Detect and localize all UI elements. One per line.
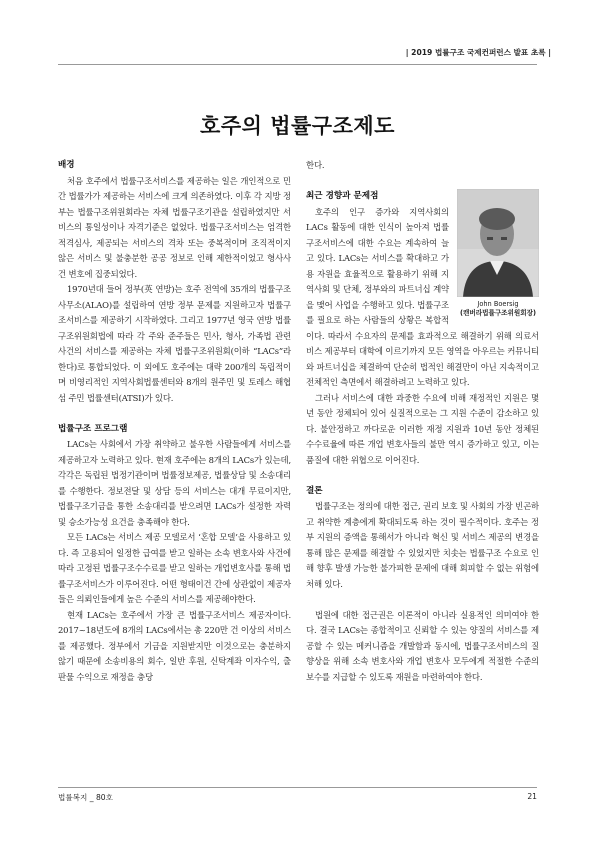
header-rule xyxy=(58,64,537,65)
footer-publication: 법률복지 _ 80호 xyxy=(58,793,113,802)
author-photo-block xyxy=(457,189,539,318)
right-column xyxy=(306,158,539,685)
section-heading-program: 법률구조 프로그램 xyxy=(58,423,128,434)
spacer xyxy=(306,174,539,190)
page-number: 21 xyxy=(527,792,537,801)
left-column xyxy=(58,158,291,685)
paragraph: 법원에 대한 접근권은 이론적이 아니라 실용적인 의미여야 한다. 결국 LACs는 종합적이고 신뢰할 수 있는 양질의 서비스를 제공할 수 있는 메커니즘을 개발함과 동시에, 법률구조서비스의 질 향상을 위해 소속 변호사와 개업 변호사 모두에게 적절한 수준의 보수를 지급할 수 있도록 재원을 마련하여야 한다. xyxy=(306,609,539,682)
paragraph: 호주의 인구 증가와 지역사회의 LACs 활동에 대한 인식이 높아져 법률구조서비스에 대한 수요는 계속하여 늘고 있다. LACs는 서비스를 확대하고 가용 자원을 효율적으로 활용하기 위해 지역사회 및 단체, 정부와의 파트너십 계약을 맺어 사업을 수행하고 있다. 법률구조를 필요로 하는 사람들의 상황은 복합적이다. 따라서 수요자의 문제를 효과적으로 해결하기 위해 의료서비스 제공부터 대학에 이르기까지 모든 영역을 아우르는 커뮤니티와 파트너십을 체결하여 단순히 법적인 해결만이 아닌 지속적이고 전체적인 측면에서 해결하려고 노력하고 있다. xyxy=(306,206,539,387)
footer-rule xyxy=(58,787,537,788)
author-name: John Boersig xyxy=(477,300,519,308)
section-heading-background: 배경 xyxy=(58,160,75,170)
paragraph: 현재 LACs는 호주에서 가장 큰 법률구조서비스 제공자이다. 2017~18년도에 8개의 LACs에서는 총 220만 건 이상의 서비스를 제공했다. 정부에서 기금을 지원받지만 이것으로는 충분하지 않기 때문에 소송비용의 회수, 일반 후원, 신탁계좌 이자수익, 출판물 수익으로 재정을 충당 xyxy=(58,609,291,682)
author-affiliation: (캔버라법률구조위원회장) xyxy=(459,309,537,317)
paragraph: LACs는 사회에서 가장 취약하고 불우한 사람들에게 서비스를 제공하고자 노력하고 있다. 현재 호주에는 8개의 LACs가 있는데, 각각은 독립된 법정기관이며 법률정보제공, 법률상담 및 소송대리를 수행한다. 정보전달 및 상담 등의 서비스는 대개 무료이지만, 법률구조기금을 통한 소송대리를 받으려면 LACs가 설정한 자력 및 승소가능성 요건을 충족해야 한다. xyxy=(58,439,291,527)
article-title: 호주의 법률구조제도 xyxy=(200,114,395,138)
paragraph: 모든 LACs는 서비스 제공 모델로서 ‘혼합 모델’을 사용하고 있다. 즉 고용되어 일정한 급여를 받고 일하는 소속 변호사와 사건에 따라 고정된 법률구조수수료를 받고 일하는 개업변호사를 통해 법률구조서비스가 이루어진다. 어떤 형태이건 간에 상관없이 제공자들은 의뢰인들에게 높은 수준의 서비스를 제공해야한다. xyxy=(58,532,291,604)
continuation-text: 한다. xyxy=(306,160,325,170)
spacer xyxy=(306,468,539,484)
author-portrait-image xyxy=(457,189,539,297)
paragraph: 법률구조는 정의에 대한 접근, 권리 보호 및 사회의 가장 빈곤하고 취약한 계층에게 확대되도록 하는 것이 필수적이다. 호주는 정부 지원의 증액을 통해서가 아니라 혁신 및 서비스 제공의 변경을 통해 많은 문제를 해결할 수 있었지만 치솟는 법률구조 수요로 인해 향후 발생 가능한 불가피한 문제에 대해 회피할 수 없는 위험에 처해 있다. xyxy=(306,501,539,589)
paragraph: 처음 호주에서 법률구조서비스를 제공하는 일은 개인적으로 민간 법률가가 제공하는 서비스에 크게 의존하였다. 이후 각 지방 정부는 법률구조위원회라는 자체 법률구조기관을 설립하였지만 서비스의 통일성이나 자격기준은 없었다. 법률구조서비스는 엄격한 적격심사, 제공되는 서비스의 격차 또는 중복적이며 조직적이지 않은 서비스 및 불충분한 공공 정보로 인해 제한적이었고 형사사건 변호에 집중되었다. xyxy=(58,175,291,279)
spacer xyxy=(58,406,291,422)
running-head: | 2019 법률구조 국제컨퍼런스 발표 초록 | xyxy=(405,48,551,57)
paragraph: 1970년대 들어 정부(英 연방)는 호주 전역에 35개의 법률구조사무소(ALAO)를 설립하여 연방 정부 문제를 지원하고자 법률구조서비스를 제공하기 시작하였다. 그리고 1977년 영국 연방 법률구조위원회법에 따라 각 주와 준주들은 민사, 형사, 가족법 관련 사건의 서비스를 제공하는 자체 법률구조위원회(이하 “LACs”라 한다)로 통합되었다. 이 외에도 호주에는 대략 200개의 독립적이며 비영리적인 지역사회법률센터와 8개의 원주민 및 토레스 해협 섬 주민 법률센터(ATSI)가 있다. xyxy=(58,284,291,403)
paragraph: 그러나 서비스에 대한 과중한 수요에 비해 재정적인 지원은 몇 년 동안 정체되어 있어 실질적으로는 그 지원 수준이 감소하고 있다. 불안정하고 까다로운 이러한 재정 지원과 10년 동안 정체된 수수료율에 따른 개업 변호사들의 불만 역시 증가하고 있고, 이는 품질에 대한 위협으로 이어진다. xyxy=(306,392,539,465)
section-heading-trends: 최근 경향과 문제점 xyxy=(306,191,379,201)
section-heading-conclusion: 결론 xyxy=(306,485,323,496)
spacer xyxy=(306,592,539,608)
